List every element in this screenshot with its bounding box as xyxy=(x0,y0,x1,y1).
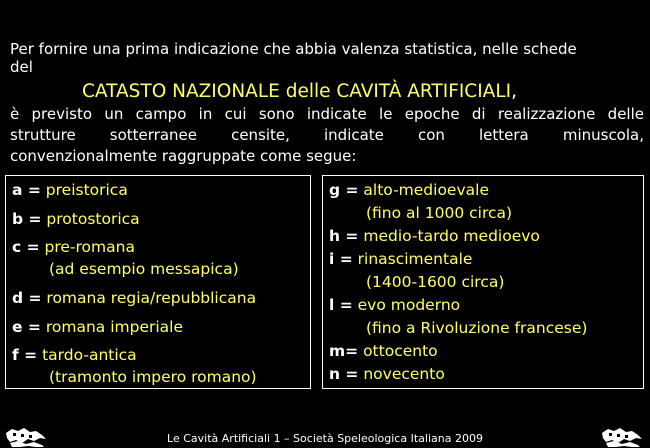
epoch-entry-g xyxy=(329,179,643,225)
epoch-note: (1400-1600 circa) xyxy=(366,273,505,291)
intro-text xyxy=(10,40,644,76)
epoch-label: medio-tardo medioevo xyxy=(363,227,540,245)
epoch-label: pre-romana xyxy=(44,238,135,256)
epoch-note: (fino a Rivoluzione francese) xyxy=(366,319,588,337)
intro-text-continued xyxy=(10,104,644,167)
epoch-code: n = xyxy=(329,365,359,383)
epoch-code: l = xyxy=(329,296,353,314)
epoch-entry-l xyxy=(329,294,643,340)
epoch-label: evo moderno xyxy=(357,296,461,314)
epoch-code: i = xyxy=(329,250,353,268)
epochs-box-left xyxy=(5,175,311,389)
catasto-title xyxy=(82,81,517,103)
epoch-label: romana regia/repubblicana xyxy=(46,289,257,307)
epoch-note: (tramonto impero romano) xyxy=(49,368,257,386)
epoch-code: c = xyxy=(12,238,40,256)
intro-line-1: Per fornire una prima indicazione che abbia valenza statistica, nelle schede xyxy=(10,40,577,58)
epoch-entry-d xyxy=(12,287,310,309)
epoch-label: alto-medioevale xyxy=(363,181,489,199)
epoch-entry-m xyxy=(329,340,643,363)
epoch-label: ottocento xyxy=(363,342,438,360)
epoch-entry-h xyxy=(329,225,643,248)
epoch-code: m= xyxy=(329,342,359,360)
epoch-code: d = xyxy=(12,289,42,307)
epoch-entry-f xyxy=(12,344,310,388)
intro-line-3: è previsto un campo in cui sono indicate le epoche di realizzazione delle xyxy=(10,105,644,123)
epoch-code: h = xyxy=(329,227,359,245)
epoch-code: g = xyxy=(329,181,359,199)
epoch-label: rinascimentale xyxy=(357,250,473,268)
epoch-entry-a xyxy=(12,179,310,201)
epoch-code: a = xyxy=(12,181,41,199)
intro-line-2: del xyxy=(10,58,33,76)
epoch-note: (fino al 1000 circa) xyxy=(366,204,513,222)
epoch-entry-i xyxy=(329,248,643,294)
epoch-code: f = xyxy=(12,346,38,364)
epoch-label: preistorica xyxy=(45,181,128,199)
intro-line-5: convenzionalmente raggruppate come segue: xyxy=(10,147,357,165)
epoch-note: (ad esempio messapica) xyxy=(49,260,239,278)
epoch-label: protostorica xyxy=(46,209,140,228)
catasto-title-text: CATASTO NAZIONALE delle CAVITÀ ARTIFICIALI xyxy=(82,81,512,102)
epoch-code: b = xyxy=(12,209,42,228)
epoch-code: e = xyxy=(12,317,41,336)
catasto-comma: , xyxy=(511,81,517,102)
epoch-entry-n xyxy=(329,363,643,386)
epoch-entry-e xyxy=(12,316,310,338)
intro-line-4: strutture sotterranee censite, indicate con lettera minuscola, xyxy=(10,126,644,144)
epoch-entry-c xyxy=(12,236,310,280)
epoch-label: romana imperiale xyxy=(45,317,184,336)
footer-credit: Le Cavità Artificiali 1 – Società Speleologica Italiana 2009 xyxy=(167,432,483,445)
epoch-entry-b xyxy=(12,208,310,230)
epoch-label: tardo-antica xyxy=(42,346,137,364)
epoch-label: novecento xyxy=(363,365,445,383)
epochs-box-right xyxy=(322,175,644,389)
